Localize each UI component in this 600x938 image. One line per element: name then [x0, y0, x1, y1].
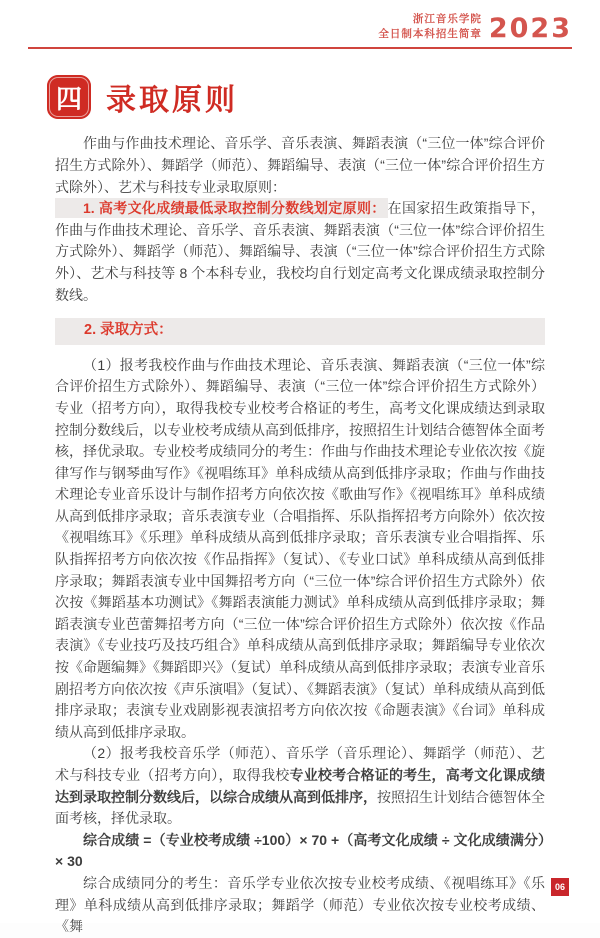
- item2-bold: 专业校考合格证的考生，高考文化课成绩达到录取控制分数线后，以综合成绩从高到低排序，: [55, 767, 545, 805]
- header-divider: [28, 47, 572, 49]
- masthead-line1: 浙江音乐学院: [412, 13, 482, 25]
- section-title-text: 录取原则: [106, 83, 238, 119]
- page-header: [0, 0, 600, 49]
- section-title: [47, 75, 600, 119]
- item2-pre: （2）报考我校音乐学（师范）、音乐学（音乐理论）、舞蹈学（师范）、艺术与科技专业（招考方向），取得我校: [55, 745, 545, 783]
- item1-paragraph: （1）报考我校作曲与作曲技术理论、音乐表演、舞蹈表演（“三位一体”综合评价招生方式除外）、舞蹈编导、表演（“三位一体”综合评价招生方式除外）专业（招考方向），取得我校专业校考合格证的考生，高考文化课成绩达到录取控制分数线后，以专业校考成绩从高到低排序，按照招生计划结合德智体全面考核，择优录取。专业校考成绩同分的考生：作曲与作曲技术理论专业依次按《旋律写作与钢琴曲写作》《视唱练耳》单科成绩从高到低排序录取；作曲与作曲技术理论专业音乐设计与制作招考方向依次按《歌曲写作》《视唱练耳》单科成绩从高到低排序录取；音乐表演专业（合唱指挥、乐队指挥招考方向除外）依次按《视唱练耳》《乐理》单科成绩从高到低排序录取；音乐表演专业合唱指挥、乐队指挥招考方向依次按《作品指挥》（复试）、《专业口试》单科成绩从高到低排序录取；舞蹈表演专业中国舞招考方向（“三位一体”综合评价招生方式除外）依次按《舞蹈基本功测试》《舞蹈表演能力测试》单科成绩从高到低排序录取；舞蹈表演专业芭蕾舞招考方向（“三位一体”综合评价招生方式除外）依次按《作品表演》《专业技巧及技巧组合》单科成绩从高到低排序录取；舞蹈编导专业依次按《命题编舞》《舞蹈即兴》（复试）单科成绩从高到低排序录取；表演专业音乐剧招考方向依次按《声乐演唱》（复试）、《舞蹈表演》（复试）单科成绩从高到低排序录取；表演专业戏剧影视表演招考方向依次按《命题表演》《台词》单科成绩从高到低排序录取。: [55, 356, 545, 740]
- body-text: [55, 133, 545, 937]
- masthead-year: 2023: [488, 13, 572, 45]
- page-number-badge: 06: [551, 878, 569, 896]
- rule1-label: 1. 高考文化成绩最低录取控制分数线划定原则：: [55, 198, 388, 218]
- item2-post: 按照招生计划结合德智体全面考核，择优录取。: [55, 788, 545, 827]
- rule1-body: 在国家招生政策指导下，作曲与作曲技术理论、音乐学、音乐表演、舞蹈表演（“三位一体”综合评价招生方式除外）、舞蹈学（师范）、舞蹈编导、表演（“三位一体”综合评价招生方式除外）、艺术与科技等 8 个本科专业，我校均自行划定高考文化课成绩录取控制分数线。: [55, 200, 545, 303]
- masthead: [0, 0, 600, 45]
- rule2-heading-bar: [55, 318, 545, 345]
- section-number-badge: 四: [47, 75, 91, 119]
- item2-paragraph: [55, 743, 545, 829]
- rule2-label: 2. 录取方式：: [84, 322, 173, 339]
- rule1-paragraph: [55, 198, 545, 306]
- masthead-school-name: [378, 12, 482, 41]
- masthead-line2: 全日制本科招生简章: [378, 27, 482, 40]
- tiebreak-paragraph: 综合成绩同分的考生：音乐学专业依次按专业校考成绩、《视唱练耳》《乐理》单科成绩从高到低排序录取；舞蹈学（师范）专业依次按专业校考成绩、《舞: [55, 874, 545, 935]
- formula-paragraph: 综合成绩 =（专业校考成绩 ÷100）× 70 +（高考文化成绩 ÷ 文化成绩满分）× 30: [55, 831, 545, 870]
- intro-paragraph: 作曲与作曲技术理论、音乐学、音乐表演、舞蹈表演（“三位一体”综合评价招生方式除外）、舞蹈学（师范）、舞蹈编导、表演（“三位一体”综合评价招生方式除外）、艺术与科技专业录取原则：: [55, 135, 545, 195]
